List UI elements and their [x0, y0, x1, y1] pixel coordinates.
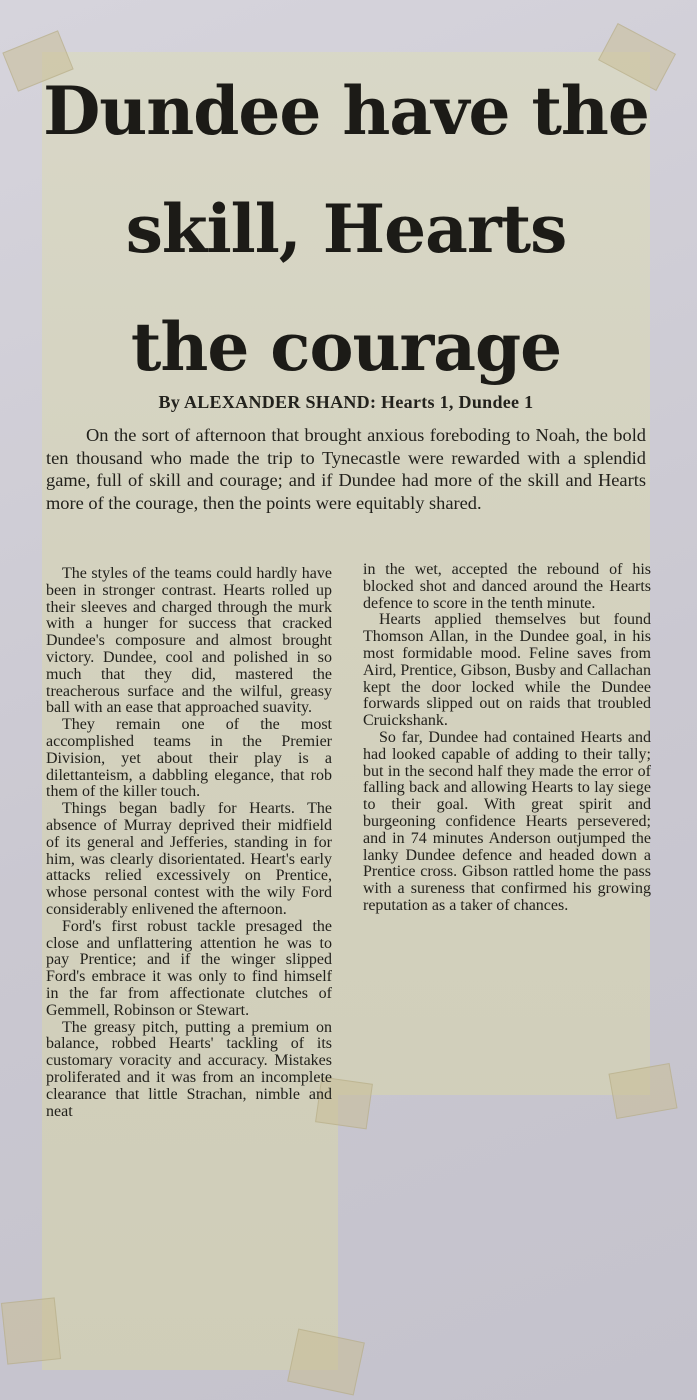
right-paragraph-3: So far, Dundee had contained Hearts and had looked capable of adding to their tally; but in the second half they made the error of falling back and allowing Hearts to lay siege to their goal. With great spirit and burgeoning confidence Hearts persevered; and in 74 minutes Anderson outjumped the lanky Dundee defence and headed down a Prentice cross. Gibson rattled home the pass with a sureness that confirmed his growing reputation as a taker of chances.	[363, 728, 651, 914]
headline-line-1: Dundee have the	[43, 72, 649, 150]
left-paragraph-3: Things began badly for Hearts. The absence of Murray deprived their midfield of its general and Jefferies, standing in for him, was clearly disorientated. Heart's early attacks relied excessively on Prentice, whose personal contest with the wily Ford considerably enlivened the afternoon.	[46, 800, 332, 918]
left-paragraph-1: The styles of the teams could hardly have been in stronger contrast. Hearts rolled up their sleeves and charged through the murk with a hunger for success that cracked Dundee's composure and almost brought victory. Dundee, cool and polished in so much that they did, mastered the treacherous surface and the wilful, greasy ball with an ease that approached suavity.	[46, 565, 332, 717]
left-paragraph-5: The greasy pitch, putting a premium on balance, robbed Hearts' tackling of its customary voracity and accuracy. Mistakes proliferated and it was from an incomplete clearance that little Strachan, nimble and neat	[46, 1018, 332, 1120]
right-column	[363, 562, 651, 915]
headline-line-3: the courage	[130, 308, 562, 386]
headline	[40, 52, 652, 406]
right-paragraph-2: Hearts applied themselves but found Thomson Allan, in the Dundee goal, in his most formidable mood. Feline saves from Aird, Prentice, Gibson, Busby and Callachan kept the door locked while the Dundee forwards slipped out on raids that troubled Cruickshank.	[363, 611, 651, 730]
left-paragraph-2: They remain one of the most accomplished teams in the Premier Division, yet about their play is a dilettanteism, a dabbling elegance, that rob them of the killer touch.	[46, 716, 332, 801]
intro-paragraph: On the sort of afternoon that brought anxious foreboding to Noah, the bold ten thousand who made the trip to Tynecastle were rewarded with a splendid game, full of skill and courage; and if Dundee had more of the skill and Hearts more of the courage, then the points were equitably shared.	[46, 425, 646, 513]
headline-line-2: skill, Hearts	[125, 190, 567, 268]
left-paragraph-4: Ford's first robust tackle presaged the close and unflattering attention he was to pay Prentice; and if the winger slipped Ford's embrace it was only to find himself in the far from affectionate clutches of Gemmell, Robinson or Stewart.	[46, 917, 332, 1019]
byline: By ALEXANDER SHAND: Hearts 1, Dundee 1	[158, 392, 534, 412]
right-paragraph-1: in the wet, accepted the rebound of his blocked shot and danced around the Hearts defence to score in the tenth minute.	[363, 561, 651, 612]
tape-bottom-left	[1, 1297, 61, 1364]
left-column	[46, 566, 332, 1120]
